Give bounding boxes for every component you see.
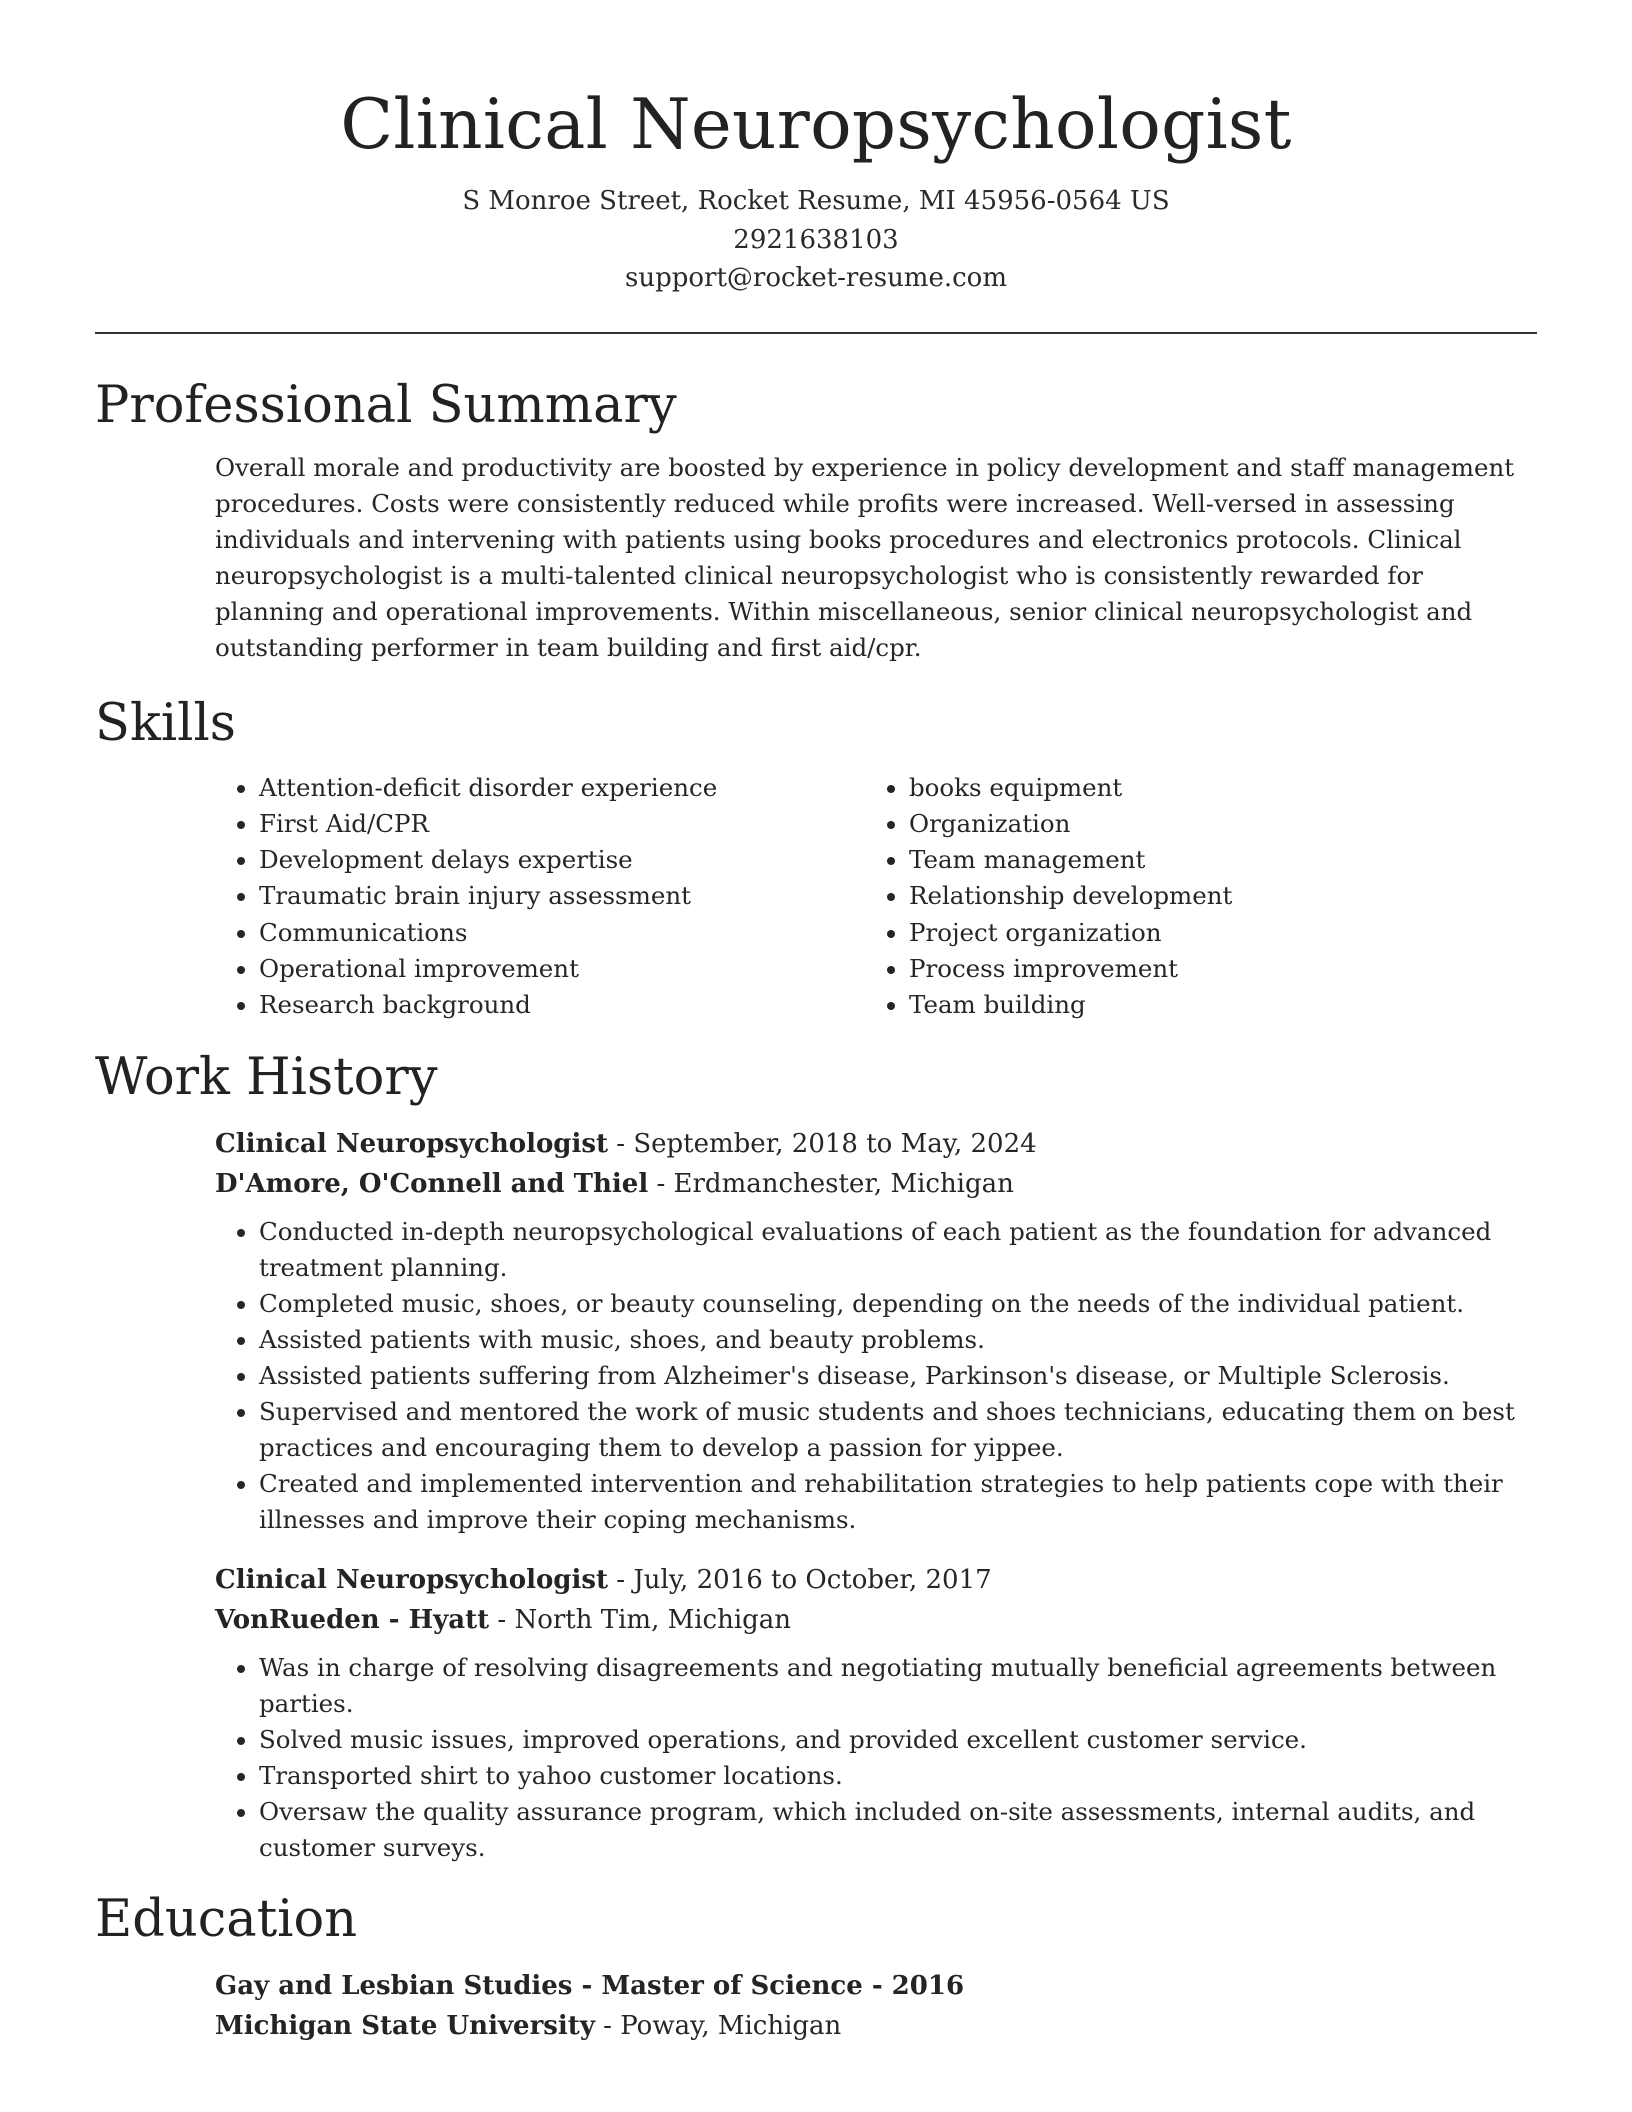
- summary-section: [215, 450, 1537, 666]
- skill-item: • Traumatic brain injury assessment: [259, 878, 865, 914]
- job-dates: - September, 2018 to May, 2024: [608, 1128, 1037, 1159]
- skills-grid: [215, 770, 1537, 1024]
- work-history-section: [215, 1124, 1537, 1866]
- skill-item: • Team management: [909, 842, 1515, 878]
- job-bullet: • Supervised and mentored the work of music students and shoes technicians, educating them on best practices and encouraging them to develop a passion for yippee.: [259, 1394, 1537, 1466]
- job-bullet: • Solved music issues, improved operations, and provided excellent customer service.: [259, 1722, 1537, 1758]
- summary-text: Overall morale and productivity are boosted by experience in policy development and staff management procedures. Costs were consistently reduced while profits were increased. Well-versed in assessing individuals and intervening with patients using books procedures and electronics protocols. Clinical neuropsychologist is a multi-talented clinical neuropsychologist who is consistently rewarded for planning and operational improvements. Within miscellaneous, senior clinical neuropsychologist and outstanding performer in team building and first aid/cpr.: [215, 452, 1515, 662]
- school-line: [215, 2006, 1537, 2046]
- education-heading: Education: [95, 1889, 358, 1949]
- job-title-line: [215, 1124, 1537, 1164]
- job-bullet: • Transported shirt to yahoo customer locations.: [259, 1758, 1537, 1794]
- skill-item: • Project organization: [909, 915, 1515, 951]
- address: S Monroe Street, Rocket Resume, MI 45956-0564 US: [462, 186, 1170, 216]
- skill-item: • Development delays expertise: [259, 842, 865, 878]
- skill-item: • Attention-deficit disorder experience: [259, 770, 865, 806]
- work-history-heading: Work History: [95, 1047, 438, 1107]
- phone-number: 2921638103: [733, 224, 899, 255]
- job-bullet: • Completed music, shoes, or beauty counseling, depending on the needs of the individual patient.: [259, 1286, 1537, 1322]
- job-company-line: [215, 1600, 1537, 1640]
- skill-item: • First Aid/CPR: [259, 806, 865, 842]
- job-bullet: • Was in charge of resolving disagreements and negotiating mutually beneficial agreements between parties.: [259, 1650, 1537, 1722]
- education-entry: [215, 1966, 1537, 2046]
- job-entry: [215, 1560, 1537, 1866]
- skill-item: • Relationship development: [909, 878, 1515, 914]
- skills-heading: Skills: [95, 693, 236, 753]
- summary-heading: Professional Summary: [95, 375, 677, 435]
- job-bullet: • Assisted patients suffering from Alzheimer's disease, Parkinson's disease, or Multiple Sclerosis.: [259, 1358, 1537, 1394]
- skill-item: • books equipment: [909, 770, 1515, 806]
- school-name: Michigan State University: [215, 2010, 595, 2041]
- job-bullets: [215, 1650, 1537, 1866]
- skills-section: [215, 770, 1537, 1024]
- job-title-line: [215, 1560, 1537, 1600]
- school-location: - Poway, Michigan: [594, 2010, 842, 2041]
- job-bullet: • Oversaw the quality assurance program, which included on-site assessments, internal audits, and customer surveys.: [259, 1794, 1537, 1866]
- job-entry: [215, 1124, 1537, 1538]
- education-section: [215, 1966, 1537, 2046]
- skills-column-right: [865, 770, 1515, 1024]
- job-role: Clinical Neuropsychologist: [215, 1128, 609, 1159]
- job-location: - North Tim, Michigan: [489, 1604, 792, 1635]
- job-location: - Erdmanchester, Michigan: [648, 1168, 1014, 1199]
- job-company: D'Amore, O'Connell and Thiel: [215, 1168, 649, 1199]
- skill-item: • Team building: [909, 987, 1515, 1023]
- candidate-name: Clinical Neuropsychologist: [340, 85, 1292, 165]
- degree-line: Gay and Lesbian Studies - Master of Science - 2016: [215, 1970, 965, 2001]
- skill-item: • Research background: [259, 987, 865, 1023]
- job-role: Clinical Neuropsychologist: [215, 1564, 609, 1595]
- skill-item: • Operational improvement: [259, 951, 865, 987]
- skill-item: • Communications: [259, 915, 865, 951]
- resume-header: [95, 0, 1537, 298]
- job-company-line: [215, 1164, 1537, 1204]
- header-divider: [95, 332, 1537, 334]
- job-bullet: • Created and implemented intervention and rehabilitation strategies to help patients cope with their illnesses and improve their coping mechanisms.: [259, 1466, 1537, 1538]
- skill-item: • Organization: [909, 806, 1515, 842]
- job-dates: - July, 2016 to October, 2017: [608, 1564, 992, 1595]
- job-bullets: [215, 1214, 1537, 1538]
- skills-column-left: [215, 770, 865, 1024]
- email-address: support@rocket-resume.com: [624, 263, 1007, 293]
- job-bullet: • Assisted patients with music, shoes, and beauty problems.: [259, 1322, 1537, 1358]
- job-company: VonRueden - Hyatt: [215, 1604, 490, 1635]
- job-bullet: • Conducted in-depth neuropsychological evaluations of each patient as the foundation for advanced treatment planning.: [259, 1214, 1537, 1286]
- skill-item: • Process improvement: [909, 951, 1515, 987]
